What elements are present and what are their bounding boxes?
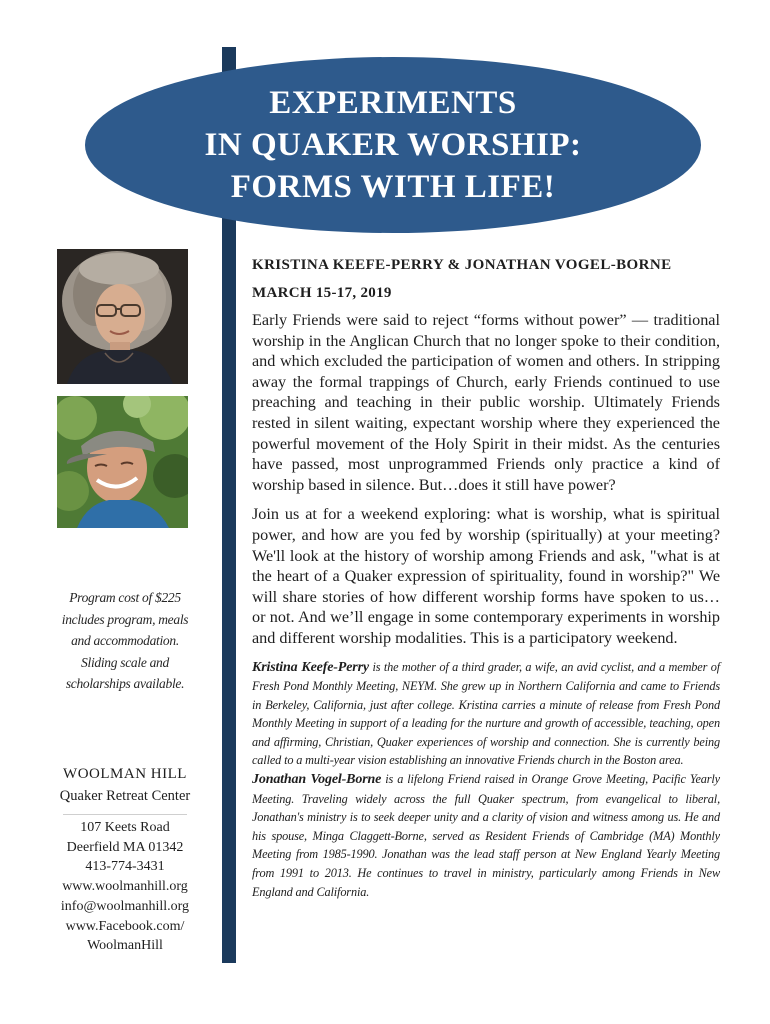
bio-text: is the mother of a third grader, a wife, an avid cyclist, and a member of Fresh Pond Monthly Meeting, NEYM. She grew up in Northern California and came to Friends in Berkeley, California, just after college. Kristina carries a minute of release from Fresh Pond Monthly Meeting in support of a leading for the nurture and growth of accessible, teaching, open and affirming, Christian, Quaker experiences of worship and connection. She is currently being called to a multi-year vision establishing an innovative Friends church in the Boston area. — [252, 659, 720, 768]
bio-text: is a lifelong Friend raised in Orange Grove Meeting, Pacific Yearly Meeting. Traveling widely across the full Quaker spectrum, from evangelical to liberal, Jonathan's ministry is to seek deeper unity and a clarity of vision and witness among us. He and his spouse, Minga Claggett-Borne, served as Resident Friends of Cambridge (MA) Monthly Meeting from 1985-1990. Jonathan was the lead staff person at New England Yearly Meeting from 1991 to 2013. He continues to travel in ministry, particularly among Friends in New England and California. — [252, 772, 720, 899]
phone-number: 413-774-3431 — [85, 859, 165, 875]
org-subtitle: Quaker Retreat Center — [59, 788, 191, 804]
bio-name: Jonathan Vogel-Borne — [252, 772, 382, 788]
title-banner — [85, 57, 701, 233]
bio-name: Kristina Keefe-Perry — [252, 659, 369, 675]
invitation-paragraph: Join us at for a weekend exploring: what is worship, what is spiritual power, and how are you fed by worship (spiritually) at your meeting? We'll look at the history of worship among Friends and ask, "what is at the heart of a Quaker expression of spirituality, found in worship?" We will share stories of how different worship forms have spoken to us… or not. And we’ll engage in some contemporary experiments in worship and different worship modalities. This is a participatory weekend. — [252, 505, 720, 647]
bio-jonathan — [252, 770, 720, 901]
email-link[interactable]: info@woolmanhill.org — [60, 898, 190, 914]
kristina-photo — [57, 249, 188, 384]
address-street: 107 Keets Road — [80, 820, 170, 835]
org-divider — [63, 814, 187, 815]
cost-line: scholarships available. — [65, 676, 185, 691]
presenters-heading: KRISTINA KEEFE-PERRY & JONATHAN VOGEL-BORNE — [252, 257, 672, 273]
facebook-link-cont[interactable]: WoolmanHill — [87, 938, 163, 954]
intro-paragraph: Early Friends were said to reject “forms without power” — traditional worship in the Anglican Church that no longer spoke to their condition, and which excluded the participation of women and others. In stripping away the formal trappings of Church, early Friends continued to use preaching and teaching in their public worship. Ultimately Friends rested in silent waiting, expectant worship where they experienced the powerful movement of the Holy Spirit in their midst. As the centuries have passed, most unprogrammed Friends only practice a kind of worship based in silence. But…does it still have power? — [252, 311, 720, 494]
title-line-2: IN QUAKER WORSHIP: — [204, 127, 582, 163]
cost-line: includes program, meals — [61, 611, 189, 627]
bio-kristina — [252, 658, 720, 771]
facebook-link[interactable]: www.Facebook.com/ — [65, 918, 185, 934]
main-content — [252, 255, 720, 901]
cost-line: and accommodation. — [71, 633, 179, 648]
event-date: MARCH 15-17, 2019 — [252, 285, 392, 301]
cost-line: Program cost of $225 — [69, 590, 181, 605]
website-link[interactable]: www.woolmanhill.org — [62, 879, 188, 895]
address-city: Deerfield MA 01342 — [66, 839, 184, 855]
title-line-1: EXPERIMENTS — [269, 85, 517, 121]
title-line-3: FORMS WITH LIFE! — [230, 169, 556, 205]
org-name: WOOLMAN HILL — [63, 766, 187, 782]
cost-line: Sliding scale and — [81, 654, 169, 670]
contact-info — [42, 818, 208, 956]
program-cost-note — [52, 587, 198, 695]
jonathan-photo — [57, 396, 188, 528]
